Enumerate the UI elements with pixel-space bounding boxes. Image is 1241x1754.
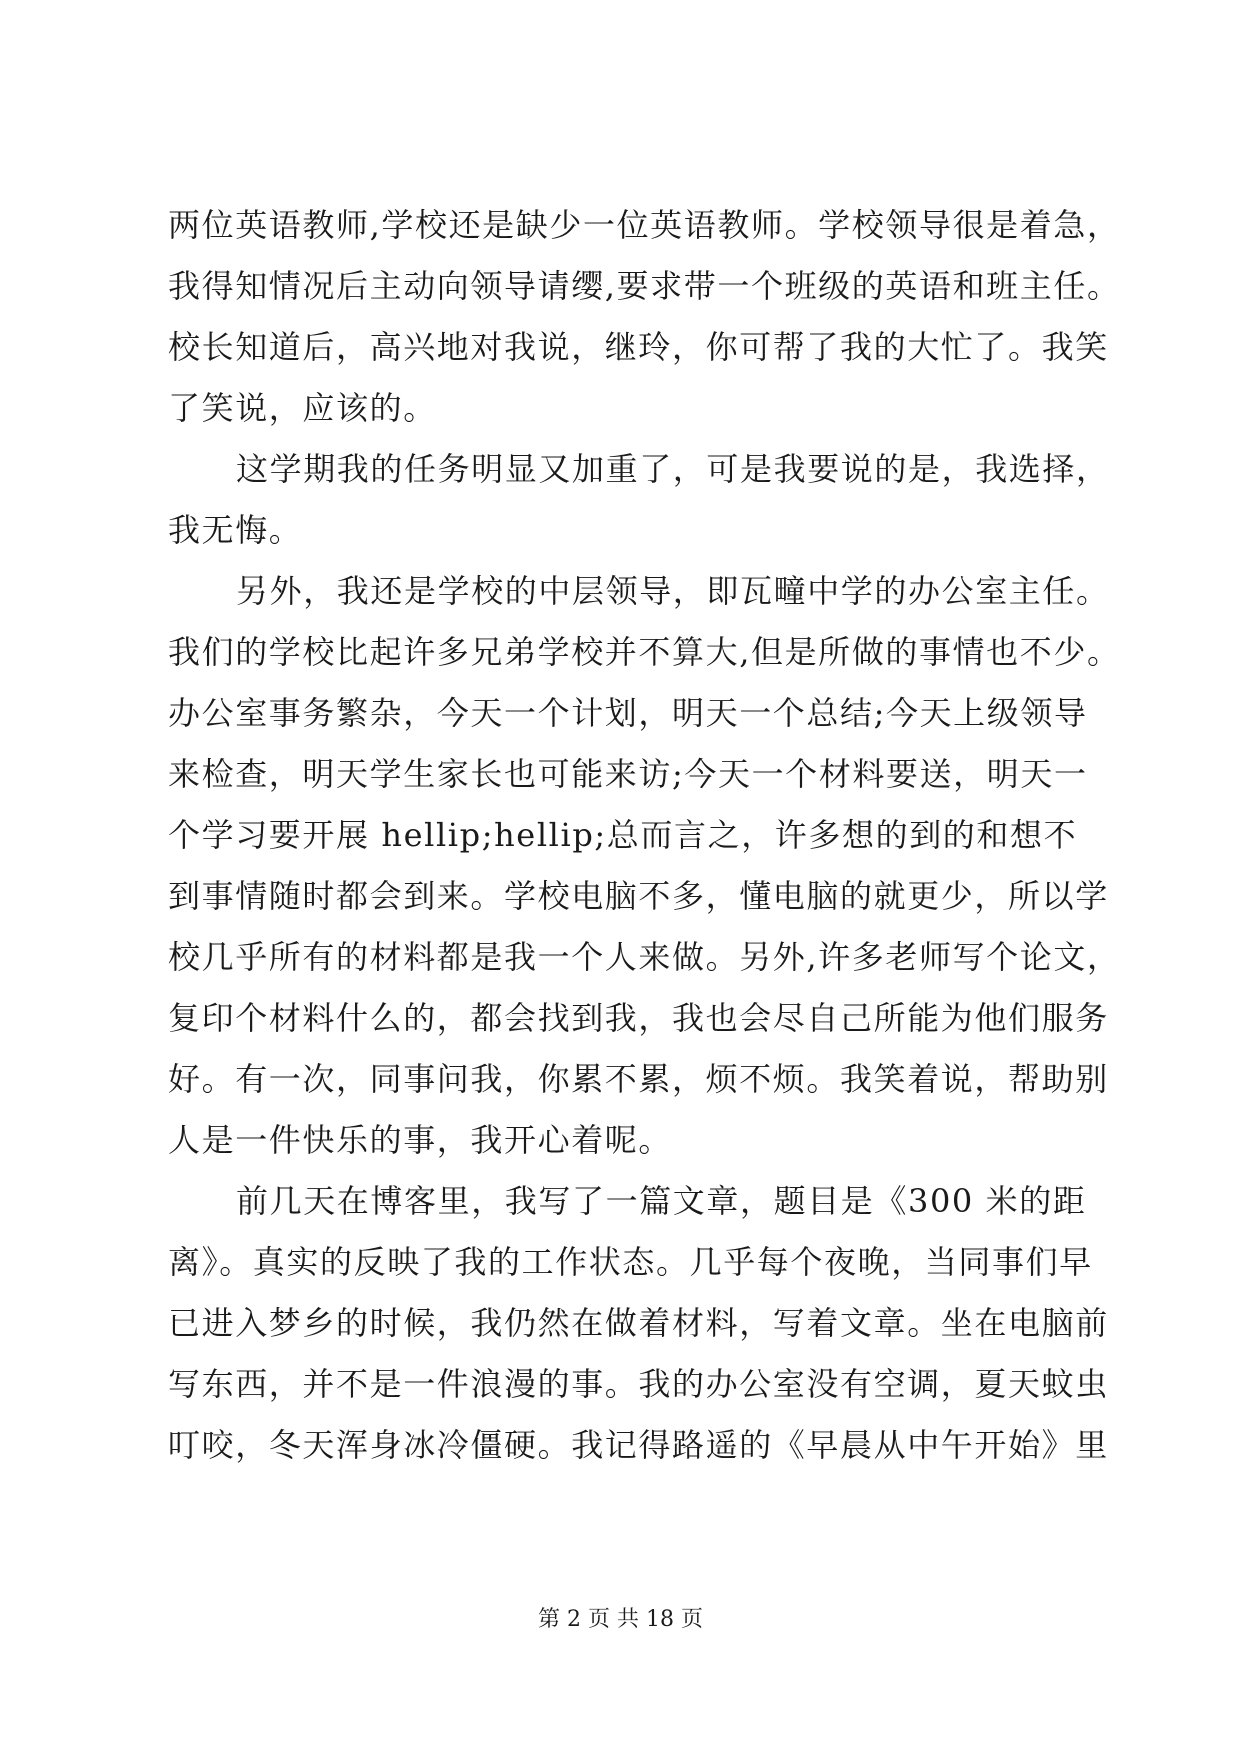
text-line: 校几乎所有的材料都是我一个人来做。另外,许多老师写个论文， <box>168 938 1121 976</box>
text-line: 叮咬，冬天浑身冰冷僵硬。我记得路遥的《早晨从中午开始》里 <box>168 1426 1109 1464</box>
text-line: 了笑说，应该的。 <box>168 389 437 427</box>
paragraph-first-line: 前几天在博客里，我写了一篇文章，题目是《300 米的距 <box>236 1182 1087 1220</box>
text-line: 两位英语教师,学校还是缺少一位英语教师。学校领导很是着急， <box>168 206 1121 244</box>
text-line: 办公室事务繁杂，今天一个计划，明天一个总结;今天上级领导 <box>168 694 1088 732</box>
text-line: 到事情随时都会到来。学校电脑不多，懂电脑的就更少，所以学 <box>168 877 1109 915</box>
text-line: 好。有一次，同事问我，你累不累，烦不烦。我笑着说，帮助别 <box>168 1060 1109 1098</box>
text-line: 我无悔。 <box>168 511 303 549</box>
paragraph-first-line: 这学期我的任务明显又加重了，可是我要说的是，我选择， <box>236 450 1110 488</box>
text-line: 个学习要开展 hellip;hellip;总而言之，许多想的到的和想不 <box>168 816 1078 854</box>
text-line: 写东西，并不是一件浪漫的事。我的办公室没有空调，夏天蚊虫 <box>168 1365 1109 1403</box>
text-line: 复印个材料什么的，都会找到我，我也会尽自己所能为他们服务 <box>168 999 1109 1037</box>
text-line: 离》。真实的反映了我的工作状态。几乎每个夜晚，当同事们早 <box>168 1243 1093 1281</box>
page-number-footer: 第 2 页 共 18 页 <box>538 1607 703 1632</box>
text-line: 人是一件快乐的事，我开心着呢。 <box>168 1121 673 1159</box>
text-line: 我们的学校比起许多兄弟学校并不算大,但是所做的事情也不少。 <box>168 633 1121 671</box>
paragraph-first-line: 另外，我还是学校的中层领导，即瓦疃中学的办公室主任。 <box>236 572 1110 610</box>
text-line: 校长知道后，高兴地对我说，继玲，你可帮了我的大忙了。我笑 <box>168 328 1109 366</box>
text-line: 已进入梦乡的时候，我仍然在做着材料，写着文章。坐在电脑前 <box>168 1304 1109 1342</box>
text-line: 来检查，明天学生家长也可能来访;今天一个材料要送，明天一 <box>168 755 1088 793</box>
text-line: 我得知情况后主动向领导请缨,要求带一个班级的英语和班主任。 <box>168 267 1121 305</box>
